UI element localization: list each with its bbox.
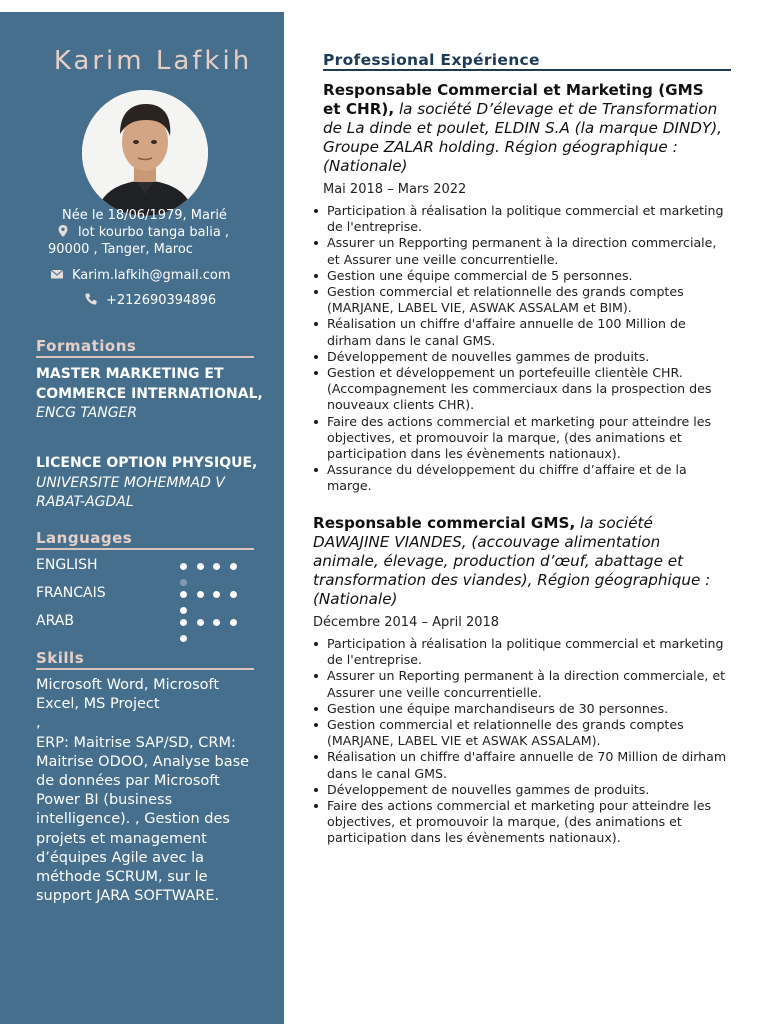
experience-heading: Professional Expérience [323, 51, 731, 71]
task-item: Gestion et développement un portefeuille clientèle CHR. (Accompagnement les commerciaux dans la prospection des nouveaux clients CHR). [314, 365, 732, 414]
task-item: Faire des actions commercial et marketing pour atteindre les objectives, et promouvoir la marque, (des animations et participation dans les évènements nationaux). [314, 414, 732, 463]
language-name: FRANCAIS [36, 585, 106, 601]
email-row[interactable] [50, 267, 231, 283]
job-title-2 [313, 514, 725, 609]
location-pin-icon [56, 224, 70, 238]
task-item: Gestion commercial et relationnelle des grands comptes (MARJANE, LABEL VIE, ASWAK ASSALAM et BIM). [314, 284, 732, 316]
job-tasks-2 [314, 636, 732, 847]
task-item: Gestion commercial et relationnelle des grands comptes (MARJANE, LABEL VIE et ASWAK ASSALAM). [314, 717, 732, 749]
language-row-english [36, 557, 258, 577]
level-dot-filled [213, 619, 220, 626]
level-dot-filled [230, 591, 237, 598]
formation-school: UNIVERSITE MOHEMMAD V RABAT-AGDAL [36, 474, 225, 510]
task-item: Participation à réalisation la politique commercial et marketing de l'entreprise. [314, 636, 732, 668]
level-dot-filled [197, 563, 204, 570]
address-line-1-row [56, 224, 229, 240]
level-dot-filled [197, 619, 204, 626]
candidate-name: Karim Lafkih [53, 46, 253, 76]
formation-item-master [36, 365, 268, 424]
task-item: Réalisation un chiffre d'affaire annuelle de 70 Million de dirham dans le canal GMS. [314, 749, 732, 781]
task-item: Développement de nouvelles gammes de produits. [314, 782, 732, 798]
task-item: Développement de nouvelles gammes de produits. [314, 349, 732, 365]
profile-photo [82, 90, 208, 216]
language-row-francais [36, 585, 258, 605]
task-item: Gestion une équipe marchandiseurs de 30 personnes. [314, 701, 732, 717]
task-item: Assurer un Reporting permanent à la direction commerciale, et Assurer une veille concurrentielle. [314, 668, 732, 700]
skills-heading: Skills [36, 649, 254, 670]
address-line-2: 90000 , Tanger, Maroc [48, 242, 193, 257]
job-dates-1: Mai 2018 – Mars 2022 [323, 182, 467, 197]
language-level-dots [180, 591, 258, 599]
phone-number[interactable]: +212690394896 [106, 293, 217, 308]
task-item: Gestion une équipe commercial de 5 personnes. [314, 268, 732, 284]
job-dates-2: Décembre 2014 – April 2018 [313, 615, 500, 630]
formation-degree: LICENCE OPTION PHYSIQUE, [36, 455, 258, 471]
task-item: Assurer un Repporting permanent à la direction commerciale, et Assurer une veille concurrentielle. [314, 235, 732, 267]
job-title-1 [323, 81, 723, 176]
phone-icon [84, 292, 98, 306]
level-dot-filled [180, 635, 187, 642]
level-dot-filled [213, 563, 220, 570]
level-dot-filled [213, 591, 220, 598]
task-item: Assurance du développement du chiffre d’affaire et de la marge. [314, 462, 732, 494]
birth-info: Née le 18/06/1979, Marié [62, 208, 227, 223]
language-level-dots [180, 563, 258, 571]
level-dot-filled [197, 591, 204, 598]
level-dot-filled [230, 619, 237, 626]
language-row-arab [36, 613, 258, 633]
formation-degree: MASTER MARKETING ET COMMERCE INTERNATIONAL, [36, 366, 263, 402]
language-level-dots [180, 619, 258, 627]
email-address[interactable]: Karim.lafkih@gmail.com [72, 268, 231, 283]
portrait-image [82, 90, 208, 216]
address-line-1: lot kourbo tanga balia , [78, 225, 230, 240]
job-company: la société D’élevage et de Transformation de La dinde et poulet, ELDIN S.A (la marque DINDY), Groupe ZALAR holding. Région géographique : (Nationale) [323, 100, 722, 175]
level-dot-filled [180, 619, 187, 626]
level-dot-filled [180, 591, 187, 598]
task-item: Faire des actions commercial et marketing pour atteindre les objectives, et promouvoir la marque, (des animations et participation dans les évènements nationaux). [314, 798, 732, 847]
language-name: ENGLISH [36, 557, 98, 573]
skills-text: Microsoft Word, Microsoft Excel, MS Project , ERP: Maitrise SAP/SD, CRM: Maitrise ODOO, Analyse base de données par Microsoft Power BI (business intelligence). , Gestion des projets et management d’équipes Agile avec la méthode SCRUM, sur le support JARA SOFTWARE. [36, 677, 250, 905]
envelope-icon [50, 267, 64, 281]
task-item: Participation à réalisation la politique commercial et marketing de l'entreprise. [314, 203, 732, 235]
job-company: la société DAWAJINE VIANDES, (accouvage alimentation animale, élevage, production d’œuf, abattage et transformation des viandes), Région géographique : (Nationale) [313, 514, 711, 608]
languages-heading: Languages [36, 529, 254, 550]
task-item: Réalisation un chiffre d'affaire annuelle de 100 Million de dirham dans le canal GMS. [314, 316, 732, 348]
job-tasks-1 [314, 203, 732, 495]
level-dot-filled [230, 563, 237, 570]
formation-school: ENCG TANGER [36, 405, 138, 421]
job-role: Responsable Commercial et Marketing (GMS et CHR), [323, 81, 704, 118]
job-role: Responsable commercial GMS, [313, 514, 576, 532]
formation-item-licence [36, 454, 268, 513]
phone-row[interactable] [84, 292, 216, 308]
formations-heading: Formations [36, 337, 254, 358]
level-dot-filled [180, 563, 187, 570]
language-name: ARAB [36, 613, 74, 629]
